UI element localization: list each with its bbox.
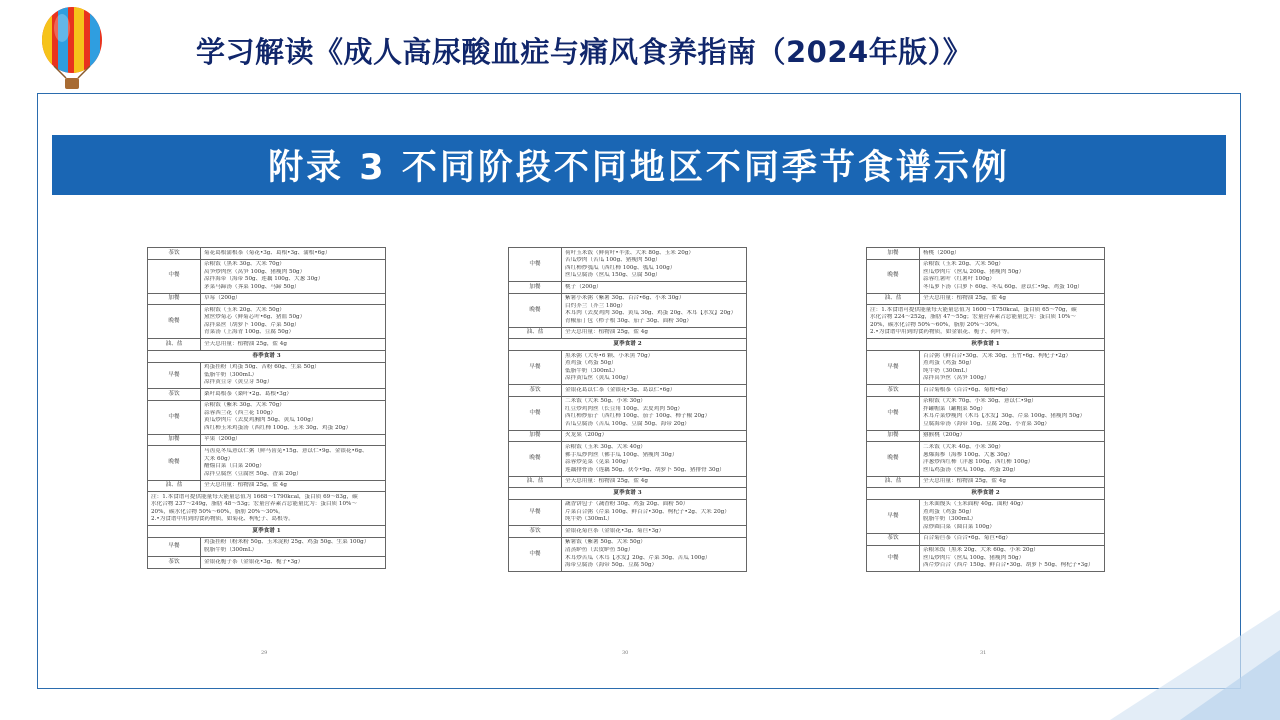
meal-item-text: 金银花菊苣茶（金银花•3g、菊苣•3g） [565,527,665,534]
meal-item-text: 火龙果（200g） [565,432,608,439]
meal-item-text: 脱脂牛奶（300mL） [923,516,977,523]
meal-item-text: 玉米面馒头（玉米面粉 40g、面粉 40g） [923,501,1027,508]
meal-item-text: 白灼芥兰（芥兰 180g） [565,302,626,309]
meal-label: 晚餐 [509,293,562,327]
meal-item-text: 蒜蓉红薯叶（红薯叶 100g） [923,276,995,283]
meal-items [562,385,747,397]
meal-label: 茶饮 [867,533,920,545]
table-row [867,385,1105,397]
meal-item-text: 芹菜百合粥（芹菜 100g、鲜百合•30g、枸杞子•2g、大米 20g） [565,508,730,515]
meal-item-text: 醋熘白菜（白菜 200g） [204,463,265,470]
meal-label: 加餐 [509,282,562,294]
meal-item-text: 青菜汤（上海青 100g、豆腐 50g） [204,329,295,336]
table-row [148,305,386,339]
meal-item-text: 杂粮饭（玉米 30g、大米 40g） [565,443,646,450]
meal-item-text: 二米饭（大米 50g、小米 30g） [565,398,646,405]
meal-items [562,248,747,282]
meal-label: 油、盐 [148,480,201,492]
meal-item-text: 猕猴桃（200g） [923,432,966,439]
meal-item-text: 脱脂牛奶（300mL） [204,547,258,553]
table-row [867,430,1105,442]
meal-label: 晚餐 [509,442,562,476]
meal-items [201,400,386,434]
appendix-banner: 附录 3 不同阶段不同地区不同季节食谱示例 [52,135,1226,195]
meal-item-text: 茅菜马蹄汤（荠菜 100g、马蹄 50g） [204,283,300,290]
meal-item-text: 纯牛奶（300mL） [565,516,613,523]
document-page [866,247,1105,572]
meal-items [201,557,386,569]
meal-label: 茶饮 [509,385,562,397]
table-row [509,351,747,385]
table-row [867,442,1105,476]
note-text: 2.•为食谱中用到的食药物质，如菊花、枸杞子、葛根等。 [151,516,294,523]
meal-item-text: 全天总用量：植物油 25g，盐 4g [565,478,648,485]
table-row [148,492,386,526]
table-row [509,430,747,442]
table-row [509,488,747,500]
meal-items [920,430,1105,442]
meal-item-text: 西红柿玉米鸡蛋汤（西红柿 100g、玉米 30g、鸡蛋 20g） [204,424,352,431]
meal-item-text: 凉拌黄豆芽（黄豆芽 50g） [204,379,273,386]
meal-label: 中餐 [509,248,562,282]
meal-items [562,293,747,327]
meal-item-text: 凉拌豆腐丝（豆腐丝 50g、香菜 20g） [204,470,302,477]
note-text: 20%，碳水化合物 50%～60%，脂肪 20%～30%。 [151,508,284,515]
meal-item-text: 紫薯小米粥（紫薯 30g、百合•6g、小米 30g） [565,295,685,302]
meal-item-text: 苦瓜炒肉（苦瓜 100g、猪瘦肉 50g） [565,257,661,264]
meal-label: 晚餐 [867,259,920,293]
menu-table [147,247,386,569]
table-row [148,389,386,401]
meal-items [920,476,1105,488]
meal-item-text: 全天总用量：植物油 25g，盐 4g [923,295,1006,302]
meal-items [920,499,1105,533]
meal-item-text: 荷叶玉米饭（鲜荷叶•半张、大米 80g、玉米 20g） [565,249,694,256]
meal-items [920,248,1105,260]
table-row [509,499,747,526]
note-text: 水化合物 224～252g，脂肪 47～55g；宏量营养素占总能量比为：蛋白质 10%～ [870,314,1076,321]
meal-items [562,442,747,476]
meal-items [920,293,1105,305]
meal-item-text: 杂粮饭（玉米 20g、大米 50g） [923,261,1004,268]
season-heading: 夏季食谱 1 [148,526,386,538]
table-row [867,533,1105,545]
note-text: 注：1.本食谱可提供能量每天能量总值为 1600～1750kcal，蛋白质 65～70g，碳 [870,306,1077,313]
meal-item-text: 木耳肉（去皮鸡肉 30g、黄瓜 30g、鸡蛋 20g、木耳【水发】20g） [565,310,737,317]
table-row [509,442,747,476]
table-row [867,259,1105,293]
meal-label: 中餐 [867,545,920,572]
meal-items [562,526,747,538]
table-row [867,351,1105,385]
meal-item-text: 低脂牛奶（300mL） [204,371,258,378]
meal-items [201,480,386,492]
meal-label: 加餐 [148,293,201,305]
meal-item-text: 草莓（200g） [204,295,241,302]
meal-item-text: 百合菊根茶（百合•6g、菊根•6g） [923,386,1012,393]
season-heading: 春季食谱 3 [148,351,386,363]
table-row [148,293,386,305]
table-row [867,305,1105,339]
meal-items [201,434,386,446]
table-row [867,476,1105,488]
meal-item-text: 苦瓜豆腐汤（苦瓜 100g、豆腐 50g、海带 20g） [565,420,690,427]
meal-item-text: 马齿苋冬瓜薏苡仁粥（鲜马齿苋•15g、薏苡仁•9g、金银花•6g、 [204,447,368,454]
table-row [509,293,747,327]
meal-items [562,396,747,430]
meal-item-text: 西芹炒百合（西芹 150g、鲜百合•30g、胡萝卜 50g、枸杞子•3g） [923,562,1094,569]
nutrition-note [148,492,386,526]
table-row [148,351,386,363]
meal-item-text: 全天总用量：植物油 25g，盐 4g [204,482,287,489]
meal-item-text: 木耳炒苦瓜（木耳【水发】20g、芹菜 30g、苦瓜 100g） [565,554,711,561]
table-row [509,385,747,397]
meal-item-text: 冬瓜萝卜汤（白萝卜 60g、冬瓜 60g、薏苡仁•9g、鸡蛋 10g） [923,283,1083,290]
meal-item-text: 大米 60g） [204,455,234,462]
meal-item-text: 黑米粥（大枣•6 颗、小米黑 70g） [565,352,654,359]
meal-items [562,327,747,339]
meal-item-text: 青椒茄丁包（栉子根 30g、茄子 30g、面粉 30g） [565,317,692,324]
meal-items [201,293,386,305]
meal-label: 油、盐 [867,476,920,488]
table-row [509,339,747,351]
table-row [867,396,1105,430]
meal-item-text: 金银花栀子茶（金银花•3g、栀子•3g） [204,558,304,565]
meal-item-text: 西红柿炒茄子（西红柿 100g、茄子 100g、柿子椒 20g） [565,413,711,420]
meal-label: 油、盐 [867,293,920,305]
meal-items [201,537,386,556]
meal-item-text: 凉拌莴笋丝（莴笋 100g） [923,375,990,382]
season-heading: 夏季食谱 3 [509,488,747,500]
table-row [148,434,386,446]
meal-item-text: 桑叶葛根茶（桑叶•2g、葛根•3g） [204,390,293,397]
meal-item-text: 二米饭（大米 40g、小米 30g） [923,443,1004,450]
season-heading: 秋季食谱 1 [867,339,1105,351]
meal-item-text: 鸡蛋挂粉（粉米粉 50g、玉米淀粉 25g、鸡蛋 50g、生菜 100g） [204,539,370,546]
meal-item-text: 全天总用量：植物油 25g，盐 4g [204,340,287,347]
menu-table [866,247,1105,572]
table-row [509,327,747,339]
meal-label: 茶饮 [148,248,201,260]
meal-item-text: 煮鸡蛋（鸡蛋 50g） [923,508,975,515]
table-row [867,499,1105,533]
meal-item-text: 丝瓜炒肉片（丝瓜 100g、猪瘦肉 50g） [923,554,1025,561]
table-row [148,362,386,389]
meal-items [920,533,1105,545]
meal-item-text: 清蒸鲈鱼（去皮鲈鱼 50g） [565,547,634,553]
note-text: 注：1.本食谱可提供能量每天能量总值为 1668～1790kcal，蛋白质 69～83g，碳 [151,493,358,500]
meal-item-text: 丝瓜鸡蛋汤（丝瓜 100g、鸡蛋 20g） [923,466,1019,473]
page-number: 29 [261,650,268,656]
meal-items [920,396,1105,430]
meal-items [201,446,386,480]
table-row [509,476,747,488]
meal-label: 加餐 [148,434,201,446]
meal-items [562,430,747,442]
meal-label: 中餐 [867,396,920,430]
meal-item-text: 拌罐帽菜（罐帽菜 50g） [923,405,986,412]
meal-item-text: 西红柿炒瓠瓜（西红柿 100g、瓠瓜 100g） [565,264,676,271]
table-row [867,339,1105,351]
meal-items [201,305,386,339]
meal-label: 中餐 [148,400,201,434]
menu-table [508,247,747,572]
document-page [147,247,386,569]
meal-item-text: 煮鸡蛋（鸡蛋 50g） [923,360,975,367]
meal-item-text: 佛手瓜炒肉丝（佛手瓜 100g、猪瘦肉 30g） [565,451,678,458]
meal-label: 加餐 [867,430,920,442]
meal-item-text: 桃子（200g） [565,283,602,290]
meal-item-text: 蔬香饼包子（蔬香粉 30g、鸡蛋 20g、面粉 50） [565,501,689,508]
meal-label: 早餐 [867,499,920,533]
meal-items [920,351,1105,385]
meal-label: 茶饮 [509,526,562,538]
page-number: 30 [622,650,629,656]
meal-label: 早餐 [509,351,562,385]
meal-item-text: 低脂牛奶（300mL） [565,367,619,374]
note-text: 水化合物 237～249g，脂肪 48～53g；宏量营养素占总能量比为：蛋白质 10%～ [151,501,357,508]
table-row [148,537,386,556]
table-row [509,396,747,430]
meal-item-text: 杂粮饭（黑米 30g、大米 70g） [204,261,285,268]
meal-label: 加餐 [867,248,920,260]
table-row [509,537,747,571]
meal-label: 油、盐 [509,476,562,488]
meal-label: 晚餐 [867,442,920,476]
table-row [148,259,386,293]
meal-items [920,259,1105,293]
meal-item-text: 苹果（200g） [204,436,241,443]
meal-label: 早餐 [867,351,920,385]
meal-item-text: 全天总用量：植物油 25g，盐 4g [565,329,648,336]
meal-item-text: 全天总用量：植物油 25g，盐 4g [923,478,1006,485]
meal-item-text: 百合粥（鲜百合•30g、大米 30g、玉竹•6g、枸杞子•2g） [923,352,1072,359]
meal-item-text: 金银花葛苡仁茶（金银花•3g、葛苡仁•6g） [565,386,676,393]
meal-item-text: 丝瓜炒肉片（丝瓜 200g、猪瘦肉 50g） [923,268,1025,275]
meal-item-text: 凉拌菜丝（胡萝卜 100g、芹菜 50g） [204,321,300,328]
meal-items [562,499,747,526]
meal-item-text: 百合菊苣茶（百合•6g、菊苣•6g） [923,535,1012,542]
meal-items [562,476,747,488]
meal-label: 茶饮 [148,389,201,401]
meal-item-text: 杂粮饭（紫米 30g、大米 70g） [204,402,285,409]
table-row [148,557,386,569]
meal-label: 早餐 [148,537,201,556]
meal-label: 加餐 [509,430,562,442]
meal-item-text: 蒜蓉西兰花（西兰花 100g） [204,409,276,416]
meal-items [201,362,386,389]
meal-item-text: 海带豆腐汤（海带 50g、豆腐 50g） [565,562,658,569]
hot-air-balloon-icon [36,6,108,96]
meal-label: 中餐 [148,259,201,293]
meal-items [562,537,747,571]
table-row [509,248,747,282]
table-row [867,248,1105,260]
meal-item-text: 紫薯饭（紫薯 50g、大米 50g） [565,539,646,546]
table-row [867,293,1105,305]
season-heading: 秋季食谱 2 [867,488,1105,500]
meal-label: 油、盐 [509,327,562,339]
meal-item-text: 豆腐海带汤（海带 10g、豆腐 20g、小青菜 30g） [923,420,1050,427]
meal-item-text: 红豆炒鸡肉丝（长豆角 100g、去皮鸡肉 50g） [565,405,684,412]
nutrition-note [867,305,1105,339]
table-row [148,339,386,351]
meal-item-text: 葱爆海参（海参 100g、大葱 30g） [923,451,1014,458]
meal-item-text: 杂粮米饭（黑米 20g、大米 60g、小米 20g） [923,547,1039,553]
meal-items [920,385,1105,397]
meal-item-text: 蒜蓉炒苋菜（苋菜 100g） [565,459,632,466]
table-row [509,526,747,538]
meal-item-text: 凉拌黄瓜丝（黄瓜 100g） [565,375,632,382]
table-row [148,480,386,492]
meal-label: 油、盐 [148,339,201,351]
meal-item-text: 洋葱炒西红柿（洋葱 100g、西红柿 100g） [923,459,1034,466]
meal-item-text: 莴笋炒肉丝（莴笋 100g、猪瘦肉 50g） [204,268,306,275]
meal-item-text: 鸡蛋挂粉（鸡蛋 50g、苦粉 60g、生菜 50g） [204,364,320,371]
meal-item-text: 杂粮饭（玉米 20g、大米 50g） [204,306,285,313]
season-heading: 夏季食谱 2 [509,339,747,351]
meal-label: 中餐 [509,537,562,571]
meal-item-text: 凉炒圆白菜（圆白菜 100g） [923,523,995,530]
meal-item-text: 黛丝炒菊芯（鲜菊芯叶•6g、猪血 50g） [204,314,306,321]
note-text: 2.•为食谱中用到的食药物质，如金银花、栀子、荷叶等。 [870,329,1013,336]
meal-item-text: 纯牛奶（300mL） [923,367,971,374]
note-text: 20%，碳水化合物 50%～60%，脂肪 20%～30%。 [870,321,1003,328]
table-row [148,400,386,434]
meal-item-text: 莲藕排骨汤（莲藕 50g、茯苓•9g、胡萝卜 50g、猪排骨 30g） [565,466,725,473]
document-page [508,247,747,572]
table-row [148,248,386,260]
table-row [509,282,747,294]
table-row [148,526,386,538]
table-row [148,446,386,480]
meal-label: 中餐 [509,396,562,430]
meal-items [920,545,1105,572]
corner-decoration [1050,590,1280,720]
meal-label: 早餐 [148,362,201,389]
meal-items [562,282,747,294]
meal-item-text: 杨桃（200g） [923,249,960,256]
page-title: 学习解读《成人高尿酸血症与痛风食养指南（2024年版）》 [196,35,973,69]
meal-items [201,389,386,401]
meal-item-text: 木耳芹菜炒瘦肉（木耳【水发】30g、芹菜 100g、猪瘦肉 50g） [923,413,1086,420]
table-row [867,488,1105,500]
meal-item-text: 菊花葛根蒲根茶（菊花•3g、葛根•3g、蒲根•6g） [204,249,331,256]
meal-items [920,442,1105,476]
meal-item-text: 凉拌海带（海带 50g、莲藕 100g、大葱 30g） [204,276,324,283]
table-row [867,545,1105,572]
meal-label: 晚餐 [148,305,201,339]
meal-item-text: 丝瓜豆腐汤（丝瓜 150g、豆腐 50g） [565,272,661,279]
meal-items [201,339,386,351]
meal-items [562,351,747,385]
meal-item-text: 煮鸡蛋（鸡蛋 50g） [565,360,617,367]
meal-label: 茶饮 [148,557,201,569]
page-number: 31 [980,650,987,656]
meal-label: 晚餐 [148,446,201,480]
meal-items [201,248,386,260]
meal-label: 早餐 [509,499,562,526]
meal-items [201,259,386,293]
meal-item-text: 黄瓜炒肉片（去皮鸡胸肉 50g、黄瓜 100g） [204,417,317,424]
meal-item-text: 杂粮饭（大米 70g、小米 30g、薏苡仁•9g） [923,398,1037,405]
meal-label: 茶饮 [867,385,920,397]
